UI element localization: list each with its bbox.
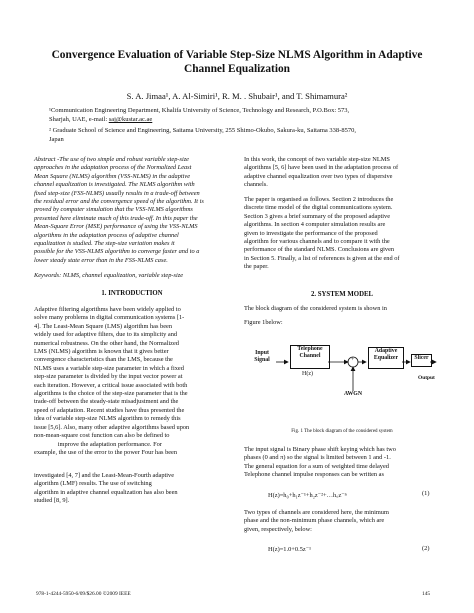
right-paragraph-4 [244,509,440,534]
abstract-line: Abstract -The use of two simple and robust variable step-size [34,156,190,163]
abstract [34,156,230,265]
figure-caption: Fig. 1 The block diagram of the considered system [291,429,393,434]
equation-2-number: (2) [422,545,430,552]
body-line: adaptive channel equalization over two types of dispersive [244,172,393,180]
body-line: algorithms [5, 6] have been used in the adaptation process of [244,164,399,172]
intro-line: trade-off between the steady-state misadjustment and the [34,398,179,406]
abstract-line: proved by computer simulation that the VSS-NLMS algorithms [34,206,193,214]
slicer-block [411,354,432,367]
body-line: channels. [244,181,268,189]
body-line: The block diagram of the considered system is shown in [244,305,387,312]
intro-line: solve many problems in digital communication systems [1- [34,314,185,322]
footer-isbn: 978-1-4244-5950-6/09/$26.00 ©2009 IEEE [36,591,131,597]
awgn-label: AWGN [343,391,363,397]
body-line: the paper. [244,263,269,271]
intro-line: LMS (NLMS) algorithm is known that it gives better [34,348,169,356]
abstract-line: presented here eliminate much of this trade-off. In this paper the [34,214,198,222]
affiliation-2-line-b: Japan [49,136,64,143]
authors: S. A. Jimaa¹, A. Al-Simiri¹, R. M. . Shubair¹, and T. Shimamura² [126,91,348,101]
affiliation-1 [49,106,445,124]
section-1-heading: 1. INTRODUCTION [101,290,163,297]
telephone-channel-block [290,345,330,369]
equation-1-number: (1) [422,490,430,497]
body-line: The general equation for a sum of weighted time delayed [244,462,389,470]
intro-line: non-mean-square cost function can also be defined to [34,432,170,440]
intro-line: speed of adaptation. Recent studies have thus presented the [34,406,185,414]
plus-sign: + [351,357,355,363]
abstract-line: Mean-Square Error (MSE) performance of using the VSS-NLMS [34,223,198,231]
body-line: Section 3 gives a brief summary of the proposed adaptive [244,212,391,220]
body-line: discrete time model of the digital communications system. [244,204,393,212]
introduction-text [34,306,230,457]
body-line: in Section 5. Finally, a list of references is given at the end of [244,254,400,262]
body-line: The paper is organised as follows. Section 2 introduces the [244,196,394,203]
intro-line: numerical robustness. On the other hand, the Normalized [34,339,179,347]
body-line: given to investigate the performance of the proposed [244,229,378,237]
abstract-line: the residual error and the convergence speed of the algorithm. It is [34,198,204,206]
intro-line: improve the adaptation performance. For [34,440,162,448]
right-paragraph-3 [244,446,440,480]
abstract-line: possible for the VSS-NLMS algorithm to converge faster and to a [34,248,200,256]
intro-line: issue [5,6]. Also, many other adaptive algorithms based upon [34,423,190,431]
body-line: Two types of channels are considered here, the minimum [244,509,389,516]
affiliation-1-line-b [49,115,445,124]
body-line: phase and the non-minimum phase channels, which are [244,517,385,525]
equation-2: H(z)=1.0+0.5z⁻¹ [268,546,312,553]
body-line: The input signal is Binary phase shift keying which has two [244,446,396,453]
paper-title [30,48,444,76]
intro-line: algorithms is the choice of the step-size parameter that is the [34,390,188,398]
right-paragraph-1 [244,156,440,190]
section-2-heading: 2. SYSTEM MODEL [310,291,374,298]
slicer-label: Slicer [414,355,429,361]
intro-line: 4]. The Least-Mean Square (LMS) algorithm has been [34,322,172,330]
abstract-line: lower steady state error than in the FSS-NLMS case. [34,256,168,264]
affiliation-1-prefix: Sharjah, UAE, e-mail: [49,116,109,123]
intro-line: algorithm (LMF) results. The use of switching [34,480,152,488]
body-line: In this work, the concept of two variable step-size NLMS [244,156,390,163]
system-model-text [244,305,440,328]
email-link[interactable]: saj@kustar.ac.ae [108,116,153,123]
abstract-line: approaches in the adaptation process of the Normalized Least [34,164,192,172]
body-line: performance of the standard NLMS. Conclusions are given [244,246,395,254]
body-line: algorithm for various channels and to compare it with the [244,238,390,246]
intro-line: idea of variable step-size NLMS algorithm to remedy this [34,415,181,423]
affiliation-2 [49,126,445,144]
intro-line: example, the use of the error to the power Four has been [34,448,178,456]
affiliation-2-line-a: ² Graduate School of Science and Engineering, Saitama University, 255 Shimo-Okubo, Sakura-ku, Saitama 338-8570, [49,127,356,134]
adaptive-equalizer-label: Adaptive Equalizer [373,348,399,362]
intro-line: each iteration. However, a critical issue associated with both [34,381,188,389]
diagram-connectors [250,335,440,421]
intro-line: studied [8, 9]. [34,497,70,505]
body-line: given, respectively, below: [244,525,312,533]
body-line: algorithms. In section 4 computer simulation results are [244,221,386,229]
introduction-text-cont [34,472,230,506]
intro-line: NLMS uses a variable step-size parameter in which a fixed [34,364,184,372]
intro-line: step-size parameter is divided by the input vector power at [34,373,183,381]
abstract-line: channel equalization is investigated. The NLMS algorithm with [34,181,195,189]
intro-line: Adaptive filtering algorithms have been widely applied to [34,306,181,313]
right-paragraph-2 [244,196,440,272]
abstract-line: algorithms in the adaptation process of adaptive channel [34,231,179,239]
affiliation-1-line-a: ¹Communication Engineering Department, Khalifa University of Science, Technology and Research, P.O.Box: 573, [49,107,350,114]
abstract-line: Mean Square (NLMS) algorithm (VSS-NLMS) in the adaptive [34,172,191,180]
intro-line: algorithm in adaptive channel equalization has also been [34,488,178,496]
body-line: phases (0 and π) so the signal is limited between 1 and -1. [244,454,391,462]
intro-line: convergence characteristics than the LMS, because the [34,356,173,364]
body-line: Figure 1below: [244,319,283,327]
title-line-2: Channel Equalization [183,63,291,75]
equation-1: H(z)=h₀+h₁z⁻¹+h₂z⁻²+…h꜀z⁻ⁿ [268,492,347,499]
body-line: Telephone channel impulse responses can be written as [244,471,384,479]
telephone-channel-label: Telephone Channel [297,346,323,360]
block-diagram [250,335,440,421]
adaptive-equalizer-block [368,347,404,369]
output-label: Output [418,375,435,381]
page-number: 145 [422,591,431,597]
abstract-line: equalization is studied. The step-size variation makes it [34,240,175,248]
abstract-line: fixed step-size (FSS-NLMS) usually results in a trade-off between [34,189,200,197]
intro-line: investigated [4, 7] and the Least-Mean-Fourth adaptive [34,472,175,479]
intro-line: widely used for adaptive filters, due to its simplicity and [34,331,178,339]
hz-label: H(z) [302,371,313,377]
title-line-1: Convergence Evaluation of Variable Step-Size NLMS Algorithm in Adaptive [51,49,423,61]
input-signal-label: Input Signal [254,350,270,364]
keywords: Keywords: NLMS, channel equalization, variable step-size [34,272,184,279]
